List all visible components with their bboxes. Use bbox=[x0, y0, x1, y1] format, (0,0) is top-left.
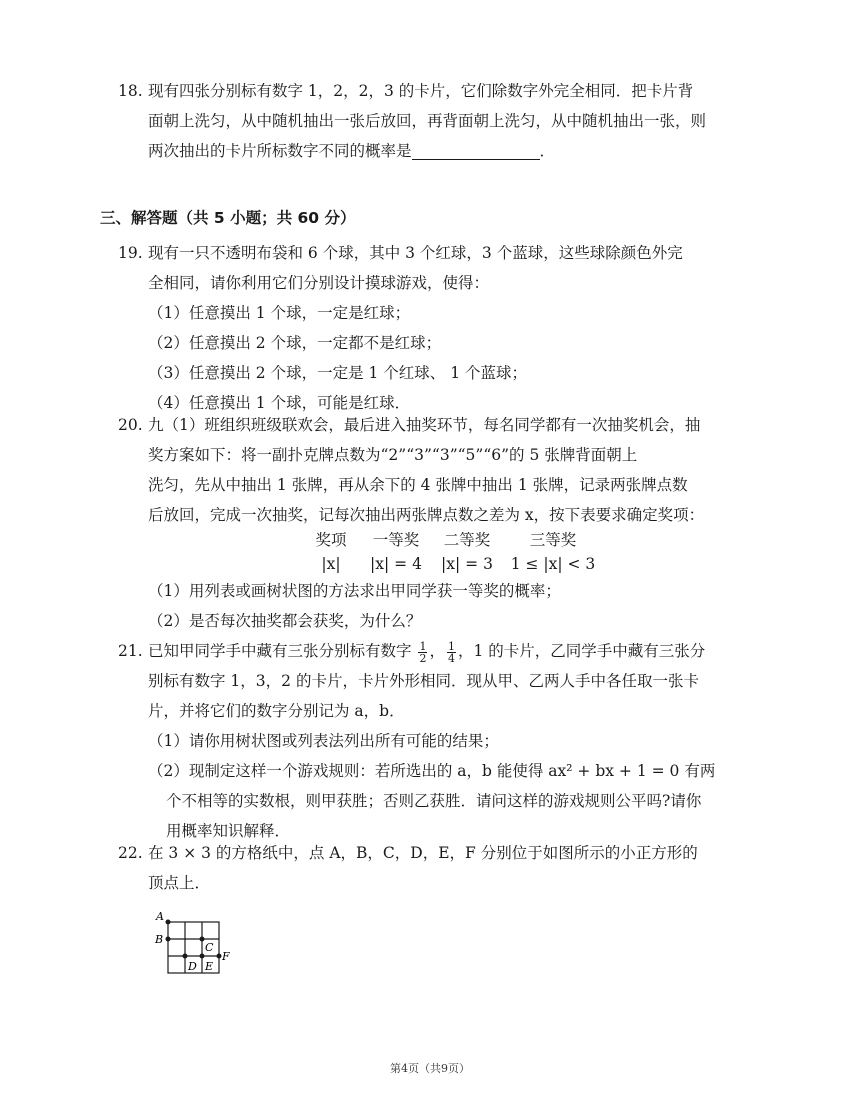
sub-item: （4）任意摸出 1 个球，可能是红球． bbox=[148, 394, 411, 412]
text-line: 九（1）班组织班级联欢会，最后进入抽奖环节，每名同学都有一次抽奖机会，抽 bbox=[148, 416, 701, 434]
question-20 bbox=[118, 410, 768, 530]
text-line: 后放回，完成一次抽奖，记每次抽出两张牌点数之差为 x，按下表要求确定奖项： bbox=[148, 506, 705, 524]
denominator: 4 bbox=[447, 651, 455, 665]
point-b bbox=[166, 937, 171, 942]
question-number: 19. bbox=[118, 244, 143, 262]
question-number: 20. bbox=[118, 416, 143, 434]
text-line: 全相同，请你利用它们分别设计摸球游戏，使得： bbox=[148, 274, 490, 292]
table-cell: 1 ≤ |x| < 3 bbox=[510, 555, 596, 573]
text-line: 面朝上洗匀，从中随机抽出一张后放回，再背面朝上洗匀，从中随机抽出一张，则 bbox=[148, 112, 707, 130]
text-line: 用概率知识解释． bbox=[166, 822, 291, 840]
label-a: A bbox=[156, 910, 164, 923]
sub-item: （3）任意摸出 2 个球，一定是 1 个红球、 1 个蓝球； bbox=[148, 364, 528, 382]
text-line: 顶点上． bbox=[148, 874, 211, 892]
text-line: 奖方案如下：将一副扑克牌点数为“2”“3”“3”“5”“6”的 5 张牌背面朝上 bbox=[148, 446, 638, 464]
question-number: 21. bbox=[118, 642, 143, 660]
denominator: 2 bbox=[419, 651, 427, 665]
text-line bbox=[148, 136, 768, 166]
question-number: 18. bbox=[118, 82, 143, 100]
point-e bbox=[200, 954, 205, 959]
question-19 bbox=[118, 238, 768, 418]
text-span: 已知甲同学手中藏有三张分别标有数字 bbox=[148, 642, 412, 660]
table-cell: 一等奖 bbox=[372, 531, 420, 549]
numerator: 1 bbox=[447, 639, 455, 653]
text-span: ，1 的卡片，乙同学手中藏有三张分 bbox=[457, 642, 706, 660]
text-span: ． bbox=[539, 142, 556, 160]
table-cell: 二等奖 bbox=[443, 531, 491, 549]
sub-item: （2）现制定这样一个游戏规则：若所选出的 a，b 能使得 ax² + bx + 1 = 0 有两 bbox=[148, 762, 716, 780]
table-cell: |x| = 4 bbox=[370, 555, 422, 573]
text-line: 个不相等的实数根，则甲获胜；否则乙获胜．请问这样的游戏规则公平吗?请你 bbox=[166, 792, 702, 810]
text-line: 片，并将它们的数字分别记为 a，b． bbox=[148, 702, 405, 720]
question-18 bbox=[118, 76, 768, 166]
question-22 bbox=[118, 838, 768, 898]
label-b: B bbox=[155, 933, 164, 946]
grid-figure bbox=[150, 908, 240, 980]
question-21 bbox=[118, 636, 768, 846]
table-cell: 三等奖 bbox=[529, 531, 577, 549]
prize-table bbox=[300, 528, 602, 576]
text-span: ， bbox=[429, 642, 445, 660]
fraction bbox=[418, 641, 427, 664]
sub-item: （2）任意摸出 2 个球，一定都不是红球； bbox=[148, 334, 442, 352]
sub-item: （1）任意摸出 1 个球，一定是红球； bbox=[148, 304, 411, 322]
text-line: 现有四张分别标有数字 1，2，2，3 的卡片，它们除数字外完全相同．把卡片背 bbox=[148, 82, 694, 100]
text-span: 两次抽出的卡片所标数字不同的概率是 bbox=[148, 142, 412, 160]
label-c: C bbox=[205, 941, 214, 954]
page-footer: 第4页（共9页） bbox=[390, 1062, 470, 1075]
table-cell: |x| = 3 bbox=[441, 555, 493, 573]
text-line: 现有一只不透明布袋和 6 个球，其中 3 个红球，3 个蓝球，这些球除颜色外完 bbox=[148, 244, 683, 262]
text-line: 别标有数字 1，3，2 的卡片，卡片外形相同．现从甲、乙两人手中各任取一张卡 bbox=[148, 672, 699, 690]
question-20-items bbox=[118, 576, 768, 636]
label-f: F bbox=[222, 950, 230, 963]
text-line: 洗匀，先从中抽出 1 张牌，再从余下的 4 张牌中抽出 1 张牌，记录两张牌点数 bbox=[148, 476, 688, 494]
answer-blank bbox=[412, 141, 540, 160]
label-e: E bbox=[205, 960, 214, 973]
fraction bbox=[447, 641, 456, 664]
sub-item: （1）请你用树状图或列表法列出所有可能的结果； bbox=[148, 732, 499, 750]
point-f bbox=[217, 954, 222, 959]
point-a bbox=[166, 920, 171, 925]
sub-item: （1）用列表或画树状图的方法求出甲同学获一等奖的概率； bbox=[148, 582, 561, 600]
table-cell: |x| bbox=[321, 555, 341, 573]
numerator: 1 bbox=[419, 639, 427, 653]
text-line bbox=[148, 636, 768, 666]
table-row bbox=[300, 552, 602, 576]
question-number: 22. bbox=[118, 844, 143, 862]
table-cell: 奖项 bbox=[315, 531, 347, 549]
point-d bbox=[183, 954, 188, 959]
text-line: 在 3 × 3 的方格纸中，点 A，B，C，D，E，F 分别位于如图所示的小正方形的 bbox=[148, 844, 698, 862]
table-header-row bbox=[300, 528, 602, 552]
sub-item: （2）是否每次抽奖都会获奖，为什么？ bbox=[148, 612, 422, 630]
point-c bbox=[200, 937, 205, 942]
section-heading: 三、解答题（共 5 小题；共 60 分） bbox=[100, 209, 356, 227]
label-d: D bbox=[188, 960, 197, 973]
